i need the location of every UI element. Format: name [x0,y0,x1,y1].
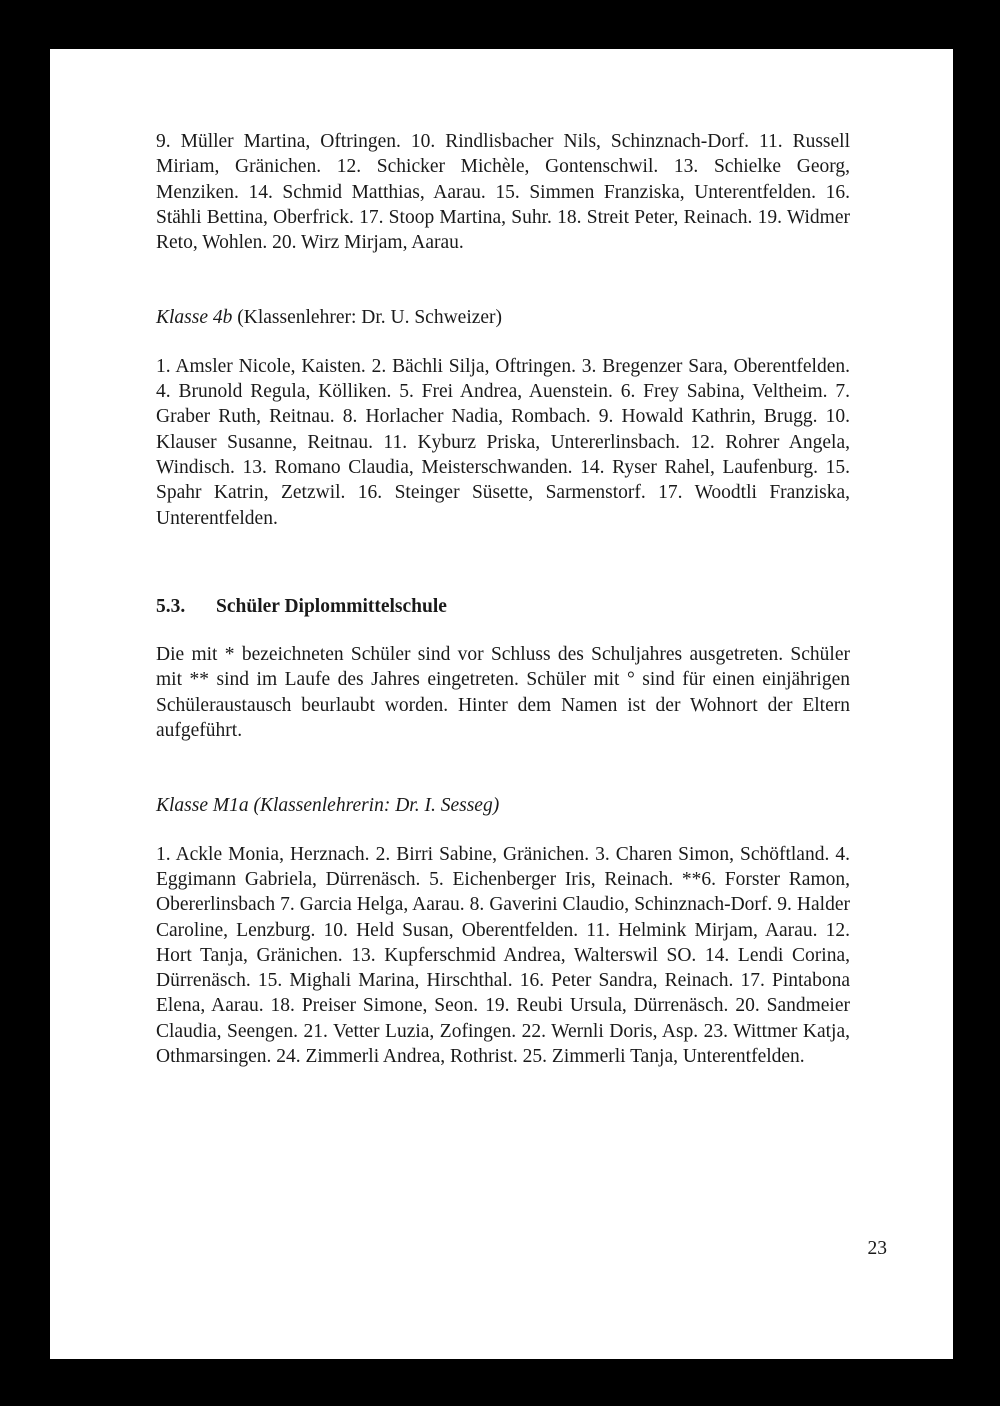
continued-student-list: 9. Müller Martina, Oftringen. 10. Rindlisbacher Nils, Schinznach-Dorf. 11. Russell Miriam, Gränichen. 12. Schicker Michèle, Gontenschwil. 13. Schielke Georg, Menziken. 14. Schmid Matthias, Aarau. 15. Simmen Franziska, Unterentfelden. 16. Stähli Bettina, Oberfrick. 17. Stoop Martina, Suhr. 18. Streit Peter, Reinach. 19. Widmer Reto, Wohlen. 20. Wirz Mirjam, Aarau. [156,131,850,254]
class-m1a-heading-text: Klasse M1a (Klassenlehrerin: Dr. I. Sesseg) [156,795,500,817]
class-4b-label: Klasse 4b [156,307,233,329]
page-content [156,129,850,1069]
class-m1a-student-list: 1. Ackle Monia, Herznach. 2. Birri Sabine, Gränichen. 3. Charen Simon, Schöftland. 4. Eggimann Gabriela, Dürrenäsch. 5. Eichenberger Iris, Reinach. **6. Forster Ramon, Obererlinsbach 7. Garcia Helga, Aarau. 8. Gaverini Claudio, Schinznach-Dorf. 9. Halder Caroline, Lenzburg. 10. Held Susan, Oberentfelden. 11. Helmink Mirjam, Aarau. 12. Hort Tanja, Gränichen. 13. Kupferschmid Andrea, Walterswil SO. 14. Lendi Corina, Dürrenäsch. 15. Mighali Marina, Hirschthal. 16. Peter Sandra, Reinach. 17. Pintabona Elena, Aarau. 18. Preiser Simone, Seon. 19. Reubi Ursula, Dürrenäsch. 20. Sandmeier Claudia, Seengen. 21. Vetter Luzia, Zofingen. 22. Wernli Doris, Asp. 23. Wittmer Katja, Othmarsingen. 24. Zimmerli Andrea, Rothrist. 25. Zimmerli Tanja, Unterentfelden. [156,843,850,1068]
class-4b-student-list: 1. Amsler Nicole, Kaisten. 2. Bächli Silja, Oftringen. 3. Bregenzer Sara, Oberentfelden. 4. Brunold Regula, Kölliken. 5. Frei Andrea, Auenstein. 6. Frey Sabina, Veltheim. 7. Graber Ruth, Reitnau. 8. Horlacher Nadia, Rombach. 9. Howald Kathrin, Brugg. 10. Klauser Susanne, Reitnau. 11. Kyburz Priska, Untererlinsbach. 12. Rohrer Angela, Windisch. 13. Romano Claudia, Meisterschwanden. 14. Ryser Rahel, Laufenburg. 15. Spahr Katrin, Zetzwil. 16. Steinger Süsette, Sarmenstorf. 17. Woodtli Franziska, Unterentfelden. [156,355,850,529]
page-number: 23 [867,1238,887,1259]
section-intro: Die mit * bezeichneten Schüler sind vor Schluss des Schuljahres ausgetreten. Schüler mit ** sind im Laufe des Jahres eingetreten. Schüler mit ° sind für einen einjährigen Schüleraustausch beurlaubt worden. Hinter dem Namen ist der Wohnort der Eltern aufgeführt. [156,644,850,742]
class-4b-teacher: (Klassenlehrer: Dr. U. Schweizer) [232,307,503,329]
section-title: Schüler Diplommittelschule [216,595,447,617]
document-page [50,49,953,1359]
section-heading [156,594,850,619]
section-number: 5.3. [156,595,186,617]
class-m1a-heading [156,793,850,818]
class-4b-heading [156,305,850,330]
